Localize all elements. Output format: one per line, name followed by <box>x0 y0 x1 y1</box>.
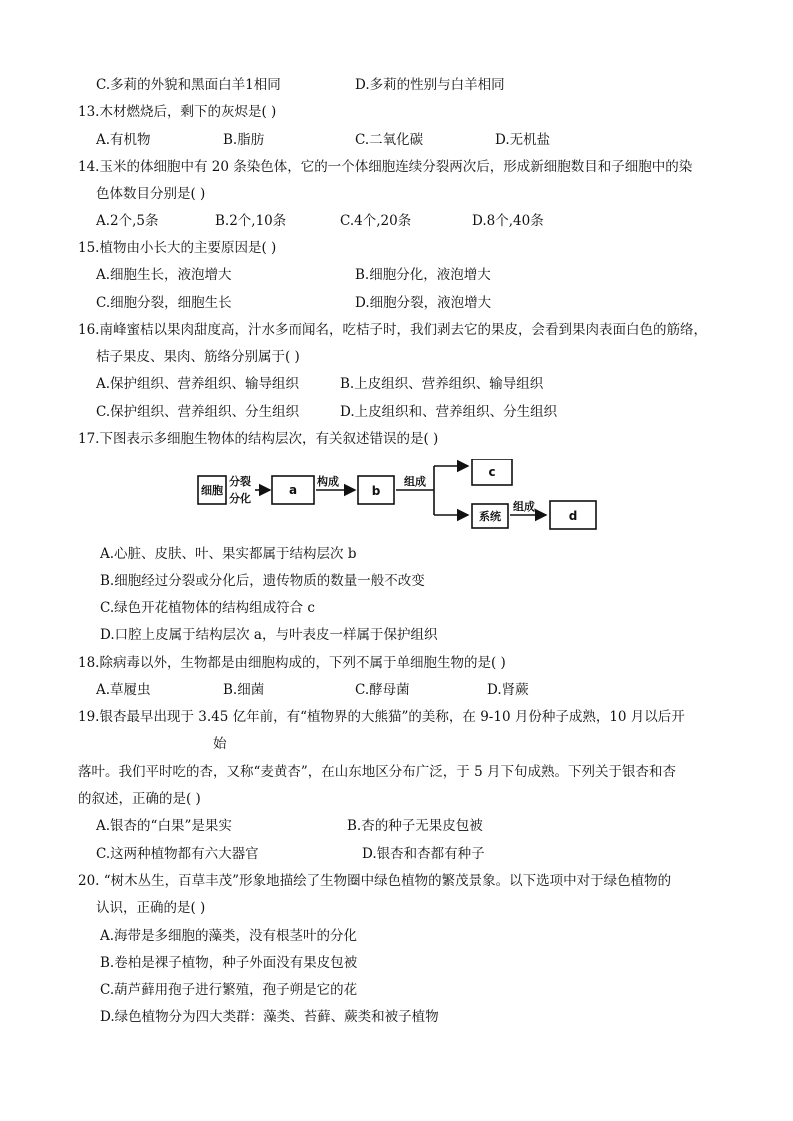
q12-option-c: C.多莉的外貌和黑面白羊1相同 <box>96 77 281 93</box>
q19-stem-line1: 19.银杏最早出现于 3.45 亿年前，有“植物界的大熊猫”的美称，在 9-10 月份种子成熟，10 月以后开 <box>78 709 685 725</box>
q16-stem-line2: 桔子果皮、果肉、筋络分别属于( ) <box>96 349 300 365</box>
q17-option-d: D.口腔上皮属于结构层次 a，与叶表皮一样属于保护组织 <box>100 627 438 643</box>
q20-option-d: D.绿色植物分为四大类群：藻类、苔藓、蕨类和被子植物 <box>100 1009 439 1025</box>
q13-option-d: D.无机盐 <box>495 132 551 148</box>
q19-option-b: B.杏的种子无果皮包被 <box>347 818 483 834</box>
q15-option-a: A.细胞生长，液泡增大 <box>96 267 232 283</box>
divide-label: 分裂 <box>229 475 251 488</box>
q18-option-d: D.肾蕨 <box>487 682 529 698</box>
q19-stem-line3: 落叶。我们平时吃的杏，又称“麦黄杏”，在山东地区分布广泛，于 5 月下旬成熟。下列关于银杏和杏 <box>78 764 676 780</box>
q18-stem: 18.除病毒以外，生物都是由细胞构成的，下列不属于单细胞生物的是( ) <box>78 655 506 671</box>
q18-option-b: B.细菌 <box>223 682 265 698</box>
q16-stem-line1: 16.南峰蜜桔以果肉甜度高，汁水多而闻名，吃桔子时，我们剥去它的果皮，会看到果肉表面白色的筋络， <box>78 322 707 338</box>
label-system: 系统 <box>479 510 501 523</box>
label-a: a <box>288 483 298 497</box>
q18-option-a: A.草履虫 <box>96 682 151 698</box>
q16-option-a: A.保护组织、营养组织、输导组织 <box>96 376 300 392</box>
compose-label-1: 组成 <box>404 475 426 488</box>
q14-option-c: C.4个,20条 <box>340 213 412 229</box>
q15-option-d: D.细胞分裂，液泡增大 <box>355 295 492 311</box>
q20-option-b: B.卷柏是裸子植物，种子外面没有果皮包被 <box>100 955 358 971</box>
q14-option-a: A.2个,5条 <box>96 213 159 229</box>
q20-stem-line2: 认识，正确的是( ) <box>96 900 206 916</box>
q14-option-b: B.2个,10条 <box>215 213 287 229</box>
q19-option-a: A.银杏的“白果”是果实 <box>96 818 232 834</box>
q20-option-c: C.葫芦藓用孢子进行繁殖，孢子朔是它的花 <box>100 982 358 998</box>
q13-option-c: C.二氧化碳 <box>355 132 424 148</box>
structure-flow-svg <box>196 459 600 531</box>
q17-option-a: A.心脏、皮肤、叶、果实都属于结构层次 b <box>100 546 357 562</box>
cell-label: 细胞 <box>201 484 223 497</box>
compose-label-2: 组成 <box>513 500 535 513</box>
q18-option-c: C.酵母菌 <box>355 682 410 698</box>
q20-option-a: A.海带是多细胞的藻类，没有根茎叶的分化 <box>100 928 358 944</box>
q15-option-b: B.细胞分化，液泡增大 <box>355 267 491 283</box>
q14-stem-line1: 14.玉米的体细胞中有 20 条染色体，它的一个体细胞连续分裂两次后，形成新细胞数目和子细胞中的染 <box>78 159 693 175</box>
q16-option-d: D.上皮组织和、营养组织、分生组织 <box>340 404 558 420</box>
q14-option-d: D.8个,40条 <box>472 213 544 229</box>
q17-option-c: C.绿色开花植物体的结构组成符合 c <box>100 600 315 616</box>
q16-option-b: B.上皮组织、营养组织、输导组织 <box>340 376 544 392</box>
form-label: 构成 <box>317 475 339 488</box>
q19-stem-line4: 的叙述，正确的是( ) <box>78 791 201 807</box>
q19-stem-line2: 始 <box>213 736 227 752</box>
q19-option-c: C.这两种植物都有六大器官 <box>96 846 259 862</box>
q13-option-b: B.脂肪 <box>223 132 265 148</box>
label-c: c <box>488 465 496 479</box>
q15-stem: 15.植物由小长大的主要原因是( ) <box>78 240 277 256</box>
q17-option-b: B.细胞经过分裂或分化后，遗传物质的数量一般不改变 <box>100 573 425 589</box>
structure-level-diagram <box>196 459 600 531</box>
q13-option-a: A.有机物 <box>96 132 151 148</box>
q17-stem: 17.下图表示多细胞生物体的结构层次，有关叙述错误的是( ) <box>78 431 439 447</box>
q15-option-c: C.细胞分裂，细胞生长 <box>96 295 232 311</box>
q12-option-d: D.多莉的性别与白羊相同 <box>355 77 505 93</box>
differentiate-label: 分化 <box>229 492 251 505</box>
q16-option-c: C.保护组织、营养组织、分生组织 <box>96 404 300 420</box>
q19-option-d: D.银杏和杏都有种子 <box>362 846 485 862</box>
q20-stem-line1: 20. “树木丛生，百草丰茂”形象地描绘了生物圈中绿色植物的繁茂景象。以下选项中对于绿色植物的 <box>78 873 672 889</box>
q14-stem-line2: 色体数目分别是( ) <box>96 186 206 202</box>
label-b: b <box>371 484 381 498</box>
q13-stem: 13.木材燃烧后，剩下的灰烬是( ) <box>78 104 277 120</box>
label-d: d <box>568 509 578 523</box>
